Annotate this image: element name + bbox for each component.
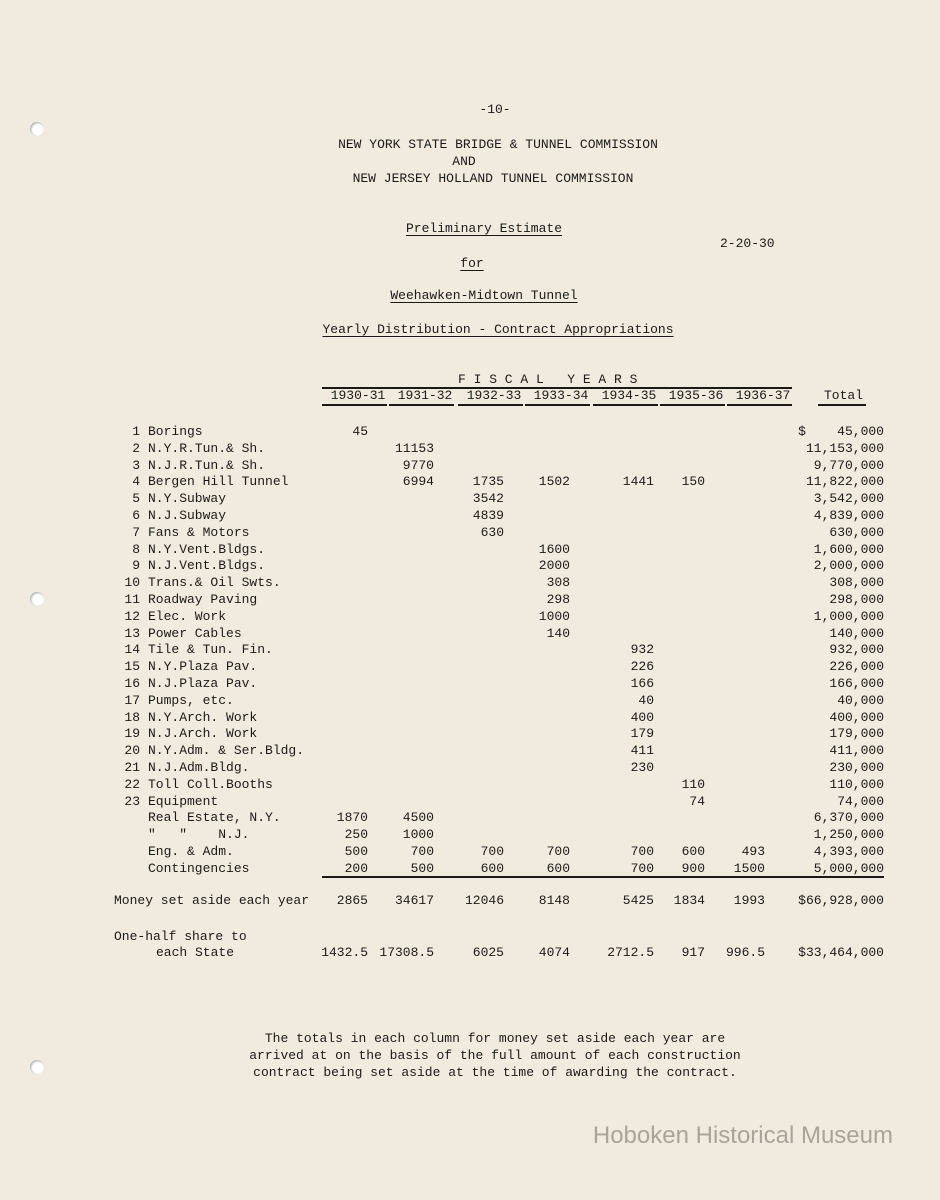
year-value: 6994 [402, 474, 434, 490]
row-label: Toll Coll.Booths [148, 776, 273, 792]
row-total: 230,000 [829, 760, 884, 775]
row-total: 9,770,000 [813, 457, 884, 473]
row-label: Contingencies [148, 860, 250, 876]
row-label: N.Y.Arch. Work [148, 709, 258, 725]
row-total: 11,153,000 [805, 440, 884, 456]
year-value: 250 [344, 827, 368, 843]
row-label: Equipment [148, 793, 219, 809]
row-total: 4,839,000 [813, 508, 884, 523]
page-number: -10- [479, 102, 511, 117]
row-number: 14 [124, 642, 140, 658]
table-row [0, 693, 940, 710]
year-value: 230 [630, 760, 654, 775]
year-value: 1600 [538, 541, 570, 557]
table-row [0, 794, 940, 811]
year-value: 700 [410, 844, 434, 859]
year-value: 700 [480, 844, 504, 859]
row-number: 9 [132, 558, 140, 574]
year-value: 500 [344, 844, 368, 859]
row-label: N.J.Adm.Bldg. [148, 760, 250, 775]
row-number: 18 [124, 709, 140, 725]
row-total: 5,000,000 [813, 860, 884, 876]
row-label: N.J.Subway [148, 508, 227, 523]
row-label: N.Y.Adm. & Ser.Bldg. [148, 743, 305, 759]
table-row [0, 542, 940, 559]
year-value: 179 [630, 726, 654, 742]
year-value: 2000 [538, 558, 570, 574]
year-value: 600 [681, 844, 705, 859]
row-number: 7 [132, 524, 140, 540]
title-estimate: Preliminary Estimate [405, 221, 563, 236]
row-number: 4 [132, 474, 140, 490]
year-value: 1432.5 [321, 945, 368, 960]
row-label: N.Y.R.Tun.& Sh. [148, 440, 266, 456]
row-total: 11,822,000 [805, 474, 884, 490]
row-number: 20 [124, 743, 140, 759]
year-value: 1000 [402, 827, 434, 843]
table-row [0, 760, 940, 777]
year-value: 11153 [394, 440, 434, 456]
year-value: 1502 [538, 474, 570, 490]
table-row [0, 458, 940, 475]
row-number: 10 [124, 575, 140, 591]
row-label: Real Estate, N.Y. [148, 810, 281, 826]
year-value: 1993 [733, 893, 765, 908]
money-row-label: Money set aside each year [114, 893, 310, 908]
total-header: Total [824, 388, 864, 403]
row-label: Fans & Motors [148, 524, 250, 540]
year-header: 1933-34 [533, 388, 589, 403]
row-total: $66,928,000 [798, 893, 884, 908]
fiscal-years-label: F I S C A L Y E A R S [458, 372, 638, 387]
row-number: 22 [124, 776, 140, 792]
footnote-line-2: arrived at on the basis of the full amount of each construction [249, 1048, 741, 1063]
row-total: 226,000 [829, 659, 884, 675]
year-value: 17308.5 [379, 945, 434, 960]
row-label: Bergen Hill Tunnel [148, 474, 289, 490]
year-header-rule [458, 404, 523, 406]
year-value: 110 [681, 776, 705, 792]
table-row [0, 676, 940, 693]
year-value: 4500 [402, 810, 434, 826]
year-value: 12046 [464, 893, 504, 908]
header-line-1: NEW YORK STATE BRIDGE & TUNNEL COMMISSION [338, 137, 658, 152]
footnote-line-3: contract being set aside at the time of awarding the contract. [253, 1065, 737, 1080]
row-number: 5 [132, 491, 140, 507]
row-number: 15 [124, 659, 140, 675]
year-value: 45 [352, 424, 368, 439]
row-label: N.Y.Plaza Pav. [148, 659, 258, 675]
year-header-rule [727, 404, 792, 406]
share-row-label-1: One-half share to [114, 929, 247, 944]
row-label: Trans.& Oil Swts. [148, 575, 281, 591]
row-number: 8 [132, 541, 140, 557]
year-value: 308 [546, 575, 570, 591]
table-row [0, 659, 940, 676]
year-value: 200 [344, 860, 368, 876]
row-label: Elec. Work [148, 608, 227, 624]
year-value: 1870 [336, 810, 368, 826]
row-total: $ 45,000 [798, 424, 884, 439]
table-row [0, 491, 940, 508]
year-value: 700 [546, 844, 570, 859]
row-total: 179,000 [829, 726, 884, 742]
year-header: 1930-31 [330, 388, 386, 403]
year-value: 630 [480, 524, 504, 540]
footnote-line-1: The totals in each column for money set aside each year are [264, 1031, 726, 1046]
binder-hole [30, 122, 44, 136]
row-total: 3,542,000 [813, 491, 884, 507]
row-total: 166,000 [829, 676, 884, 691]
row-total: 1,250,000 [813, 827, 884, 843]
table-row [0, 726, 940, 743]
title-tunnel: Weehawken-Midtown Tunnel [390, 288, 578, 303]
year-value: 8148 [538, 893, 570, 908]
year-value: 917 [681, 945, 705, 960]
table-row [0, 508, 940, 525]
year-value: 1834 [673, 893, 705, 908]
year-value: 5425 [622, 893, 654, 908]
row-label: " " N.J. [148, 827, 250, 843]
year-value: 1735 [472, 474, 504, 490]
year-value: 932 [630, 642, 654, 658]
year-value: 226 [630, 659, 654, 675]
row-number: 23 [124, 793, 140, 809]
year-value: 700 [630, 860, 654, 876]
year-header-rule [389, 404, 454, 406]
row-total: 6,370,000 [813, 810, 884, 826]
year-value: 34617 [394, 893, 434, 908]
year-value: 1441 [622, 474, 654, 490]
row-total: 2,000,000 [813, 558, 884, 574]
table-row [0, 525, 940, 542]
museum-watermark: Hoboken Historical Museum [592, 1122, 893, 1149]
row-number: 2 [132, 440, 140, 456]
row-number: 21 [124, 760, 140, 775]
contingencies-rule [322, 876, 884, 878]
row-total: 1,600,000 [813, 541, 884, 557]
year-value: 600 [546, 860, 570, 876]
row-number: 12 [124, 608, 140, 624]
year-value: 40 [638, 692, 654, 708]
row-label: N.J.Vent.Bldgs. [148, 558, 266, 574]
row-total: 308,000 [829, 575, 884, 591]
header-line-3: NEW JERSEY HOLLAND TUNNEL COMMISSION [352, 171, 634, 186]
year-header: 1936-37 [735, 388, 791, 403]
year-value: 4839 [472, 508, 504, 523]
year-value: 500 [410, 860, 434, 876]
year-value: 3542 [472, 491, 504, 507]
year-value: 700 [630, 844, 654, 859]
row-label: Power Cables [148, 625, 242, 641]
table-row [0, 844, 940, 861]
year-value: 1000 [538, 608, 570, 624]
row-label: N.Y.Subway [148, 491, 227, 507]
table-row [0, 424, 940, 441]
table-row [0, 441, 940, 458]
table-row [0, 474, 940, 491]
year-value: 6025 [472, 945, 504, 960]
row-total: 74,000 [837, 793, 884, 809]
table-row [0, 626, 940, 643]
year-value: 4074 [538, 945, 570, 960]
year-value: 140 [546, 625, 570, 641]
year-header-rule [322, 404, 387, 406]
year-value: 400 [630, 709, 654, 725]
row-label: Borings [148, 424, 203, 439]
row-total: 411,000 [829, 743, 884, 759]
row-label: Pumps, etc. [148, 692, 234, 708]
year-header-rule [525, 404, 590, 406]
year-value: 411 [630, 743, 654, 759]
year-value: 2712.5 [607, 945, 654, 960]
row-label: N.J.Arch. Work [148, 726, 258, 742]
money-set-aside-row [0, 893, 940, 910]
year-header-rule [660, 404, 725, 406]
row-label: Roadway Paving [148, 592, 258, 607]
year-value: 2865 [336, 893, 368, 908]
row-number: 19 [124, 726, 140, 742]
year-value: 166 [630, 676, 654, 691]
table-row [0, 710, 940, 727]
year-header: 1934-35 [601, 388, 657, 403]
row-number: 16 [124, 676, 140, 691]
year-header-rule [593, 404, 658, 406]
row-number: 1 [132, 424, 140, 439]
year-value: 1500 [733, 860, 765, 876]
table-row [0, 642, 940, 659]
year-value: 900 [681, 860, 705, 876]
row-label: N.Y.Vent.Bldgs. [148, 541, 266, 557]
row-number: 6 [132, 508, 140, 523]
year-value: 298 [546, 592, 570, 607]
year-value: 996.5 [725, 945, 765, 960]
row-total: $33,464,000 [798, 945, 884, 960]
table-row [0, 575, 940, 592]
table-row [0, 743, 940, 760]
document-date: 2-20-30 [720, 236, 775, 251]
share-row-label-2: each State [156, 945, 235, 960]
row-number: 13 [124, 625, 140, 641]
row-total: 1,000,000 [813, 608, 884, 624]
row-label: Tile & Tun. Fin. [148, 642, 273, 658]
table-row [0, 777, 940, 794]
year-header: 1932-33 [466, 388, 522, 403]
row-total: 932,000 [829, 642, 884, 658]
title-for: for [460, 256, 484, 271]
year-value: 600 [480, 860, 504, 876]
table-row [0, 810, 940, 827]
row-label: N.J.Plaza Pav. [148, 676, 258, 691]
table-row [0, 827, 940, 844]
row-label: N.J.R.Tun.& Sh. [148, 457, 266, 473]
row-total: 110,000 [829, 776, 884, 792]
row-total: 400,000 [829, 709, 884, 725]
year-value: 9770 [402, 457, 434, 473]
row-label: Eng. & Adm. [148, 844, 234, 859]
year-header: 1935-36 [668, 388, 724, 403]
year-value: 493 [741, 844, 765, 859]
row-total: 298,000 [829, 592, 884, 607]
row-total: 140,000 [829, 625, 884, 641]
table-row [0, 592, 940, 609]
year-value: 74 [689, 793, 705, 809]
year-header: 1931-32 [397, 388, 453, 403]
row-number: 11 [124, 592, 140, 607]
year-value: 150 [681, 474, 705, 490]
row-number: 17 [124, 692, 140, 708]
table-row [0, 558, 940, 575]
row-total: 40,000 [837, 692, 884, 708]
row-number: 3 [132, 457, 140, 473]
table-row [0, 609, 940, 626]
one-half-share-row [0, 945, 940, 962]
row-total: 4,393,000 [813, 844, 884, 859]
total-header-rule [818, 404, 866, 406]
header-line-2: AND [452, 154, 476, 169]
row-total: 630,000 [829, 524, 884, 540]
title-distribution: Yearly Distribution - Contract Appropriations [322, 322, 674, 337]
